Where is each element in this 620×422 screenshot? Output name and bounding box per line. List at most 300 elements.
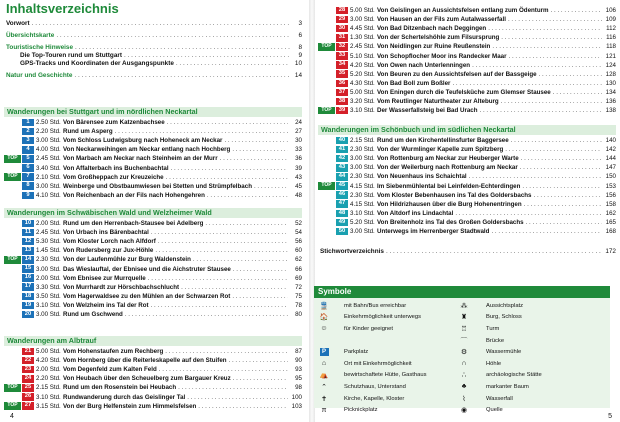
- route-title: Von Murrhardt zur Hörschbachschlucht: [63, 283, 180, 291]
- route-number-badge: 35: [336, 70, 348, 78]
- route-page: 30: [295, 137, 302, 145]
- route-title: Weinberge und Obstbaumwiesen bei Stetten und Strümpfelbach: [63, 182, 252, 190]
- route-page: 138: [605, 107, 616, 115]
- leader-dots: [229, 357, 288, 364]
- route-duration: 2.10 Std.: [36, 173, 61, 181]
- route-number-badge: 38: [336, 98, 348, 106]
- route-number-badge: 22: [22, 357, 34, 365]
- route-title: Rund um Gschwend: [63, 310, 123, 318]
- legend-symbol-label: Turm: [486, 325, 500, 332]
- route-duration: 3.00 Std.: [350, 16, 375, 24]
- legend-symbol-label: Wassermühle: [486, 349, 522, 356]
- toc-entry-page: 8: [298, 44, 302, 51]
- route-duration: 3.00 Std.: [350, 155, 375, 163]
- route-page: 121: [605, 52, 616, 60]
- route-number-badge: 3: [22, 137, 34, 145]
- route-duration: 5.20 Std.: [350, 218, 375, 226]
- route-entry[interactable]: [318, 209, 616, 218]
- route-page: 100: [291, 393, 302, 401]
- route-number-badge: 8: [22, 182, 34, 190]
- leader-dots: [492, 43, 602, 50]
- route-page: 87: [295, 348, 302, 356]
- routes-schoenbuch: [318, 136, 616, 236]
- route-entry[interactable]: [318, 136, 616, 145]
- leader-dots: [232, 293, 288, 300]
- route-title: Vom Hohenstaufen zum Rechberg: [63, 348, 164, 356]
- route-entry[interactable]: [318, 154, 616, 163]
- route-entry[interactable]: [4, 145, 302, 154]
- route-page: 54: [295, 229, 302, 237]
- leader-dots: [224, 137, 288, 144]
- route-page: 48: [295, 191, 302, 199]
- toc-list: [6, 20, 302, 80]
- route-entry[interactable]: [318, 181, 616, 190]
- route-entry[interactable]: [4, 136, 302, 145]
- toc-entry[interactable]: [6, 60, 302, 68]
- leader-dots: [501, 34, 602, 41]
- leader-dots: [254, 183, 288, 190]
- route-number-badge: 23: [22, 366, 34, 374]
- route-entry[interactable]: [318, 200, 616, 209]
- toc-entry-label: Natur und Geschichte: [6, 72, 73, 79]
- route-number-badge: 1: [22, 119, 34, 127]
- route-number-badge: 25: [22, 384, 34, 392]
- route-title: Rund um Asperg: [63, 128, 113, 136]
- route-duration: 4.10 Std.: [36, 191, 61, 199]
- route-list: [4, 219, 302, 319]
- leader-dots: [166, 174, 288, 181]
- route-page: 52: [295, 220, 302, 228]
- route-title: Von Altdorf ins Lindachtal: [377, 209, 454, 217]
- symbol-row: [314, 323, 610, 335]
- route-number-badge: 31: [336, 34, 348, 42]
- legend-symbol-label: Burg, Schloss: [486, 314, 522, 321]
- leader-dots: [509, 53, 602, 60]
- index-page: 172: [605, 248, 616, 255]
- route-entry[interactable]: [318, 172, 616, 181]
- route-title: Von Owen nach Unterlenningen: [377, 61, 471, 69]
- route-duration: 4.45 Std.: [350, 25, 375, 33]
- route-entry[interactable]: [4, 292, 302, 301]
- index-entry[interactable]: [320, 248, 616, 256]
- route-title: Vom Ebnisee zur Murrquelle: [63, 274, 146, 282]
- route-duration: 2.30 Std.: [350, 173, 375, 181]
- route-number-badge: 26: [22, 393, 34, 401]
- top-tour-badge: TOP: [4, 384, 21, 392]
- route-duration: 3.10 Std.: [350, 209, 375, 217]
- legend-symbol-icon: ⚙: [460, 349, 468, 357]
- toc-entry-label: Touristische Hinweise: [6, 44, 74, 51]
- index-label: Stichwortverzeichnis: [320, 248, 384, 255]
- route-page: 156: [605, 191, 616, 199]
- leader-dots: [551, 7, 602, 14]
- route-duration: 1.45 Std.: [36, 247, 61, 255]
- route-title: Von Geislingen an Aussichtsfelsen entlang zum Ödenturm: [377, 7, 549, 15]
- section-heading: Wanderungen bei Stuttgart und im nördlichen Neckartal: [4, 107, 302, 117]
- route-duration: 2.00 Std.: [36, 366, 61, 374]
- route-duration: 2.30 Std.: [36, 256, 61, 264]
- top-tour-badge: TOP: [4, 402, 21, 410]
- route-page: 106: [605, 7, 616, 15]
- legend-symbol-icon: ☺: [320, 325, 328, 333]
- toc-entry[interactable]: [6, 72, 302, 80]
- route-title: Vom Schloss Ludwigsburg nach Hoheneck am Neckar: [63, 137, 223, 145]
- route-page: 24: [295, 119, 302, 127]
- route-entry[interactable]: [4, 154, 302, 163]
- route-duration: 1.30 Std.: [350, 34, 375, 42]
- route-title: Von Bad Boll zum Boßler: [377, 79, 451, 87]
- route-title: Von Neidlingen zur Ruine Reußenstein: [377, 43, 491, 51]
- route-duration: 2.20 Std.: [36, 375, 61, 383]
- section-heading: Wanderungen im Schwäbischen Wald und Welzheimer Wald: [4, 208, 302, 218]
- route-entry[interactable]: [318, 24, 616, 33]
- route-page: 136: [605, 97, 616, 105]
- leader-dots: [480, 107, 602, 114]
- route-title: Von Welzheim ins Tal der Rot: [63, 301, 149, 309]
- toc-entry-label: Die Top-Touren rund um Stuttgart: [20, 52, 122, 59]
- leader-dots: [505, 146, 602, 153]
- right-page: [314, 0, 620, 422]
- leader-dots: [526, 219, 602, 226]
- route-title: Das Wieslauftal, der Ebnisee und die Aichstruter Stausee: [63, 265, 231, 273]
- route-title: Vom Kloster Lorch nach Alfdorf: [63, 238, 156, 246]
- route-number-badge: 5: [22, 155, 34, 163]
- route-number-badge: 42: [336, 155, 348, 163]
- route-page: 116: [606, 34, 616, 42]
- route-page: 153: [605, 182, 616, 190]
- route-title: Von Beuren zu den Aussichtsfelsen auf der Bassgeige: [377, 70, 537, 78]
- route-duration: 4.30 Std.: [350, 79, 375, 87]
- route-entry[interactable]: [318, 6, 616, 15]
- leader-dots: [522, 183, 602, 190]
- leader-dots: [455, 210, 602, 217]
- route-entry[interactable]: [4, 402, 302, 411]
- route-entry[interactable]: [4, 383, 302, 392]
- leader-dots: [165, 348, 288, 355]
- route-duration: 2.50 Std.: [36, 119, 61, 127]
- leader-dots: [205, 220, 288, 227]
- leader-dots: [511, 137, 602, 144]
- route-number-badge: 9: [22, 192, 34, 200]
- route-title: Von Schopflocher Moor ins Randecker Maar: [377, 52, 507, 60]
- route-page: 33: [295, 146, 302, 154]
- route-title: Von der Wurmlinger Kapelle zum Spitzberg: [377, 146, 504, 154]
- route-title: Von Heubach über den Scheuelberg zum Bargauer Kreuz: [63, 375, 231, 383]
- route-entry[interactable]: [4, 191, 302, 200]
- route-number-badge: 12: [22, 238, 34, 246]
- page-number-left: 4: [10, 413, 14, 420]
- route-title: Von Breitenholz ins Tal des Großen Goldersbachs: [377, 218, 524, 226]
- route-entry[interactable]: [4, 301, 302, 310]
- route-duration: 2.30 Std.: [350, 191, 375, 199]
- route-duration: 2.00 Std.: [36, 274, 61, 282]
- legend-symbol-icon: ♜: [460, 314, 468, 322]
- toc-entry[interactable]: [6, 44, 302, 52]
- top-tour-badge: TOP: [4, 155, 21, 163]
- route-duration: 4.00 Std.: [36, 146, 61, 154]
- toc-entry[interactable]: [6, 52, 302, 60]
- route-duration: 2.45 Std.: [36, 155, 61, 163]
- route-title: Im Siebenmühlental bei Leinfelden-Echterdingen: [377, 182, 521, 190]
- route-duration: 4.20 Std.: [350, 61, 375, 69]
- legend-symbol-label: Wasserfall: [486, 395, 513, 402]
- route-entry[interactable]: [4, 163, 302, 172]
- route-number-badge: 30: [336, 25, 348, 33]
- leader-dots: [178, 384, 288, 391]
- legend-symbol-icon: ∴: [461, 372, 467, 380]
- leader-dots: [74, 72, 290, 80]
- route-number-badge: 2: [22, 128, 34, 136]
- route-page: 36: [295, 155, 302, 163]
- symbol-row: [314, 404, 610, 416]
- route-page: 80: [295, 310, 302, 318]
- route-duration: 2.15 Std.: [350, 137, 375, 145]
- route-entry[interactable]: [318, 106, 616, 115]
- route-duration: 3.15 Std.: [36, 402, 61, 410]
- route-duration: 3.40 Std.: [36, 164, 61, 172]
- route-page: 162: [605, 209, 616, 217]
- route-duration: 5.10 Std.: [350, 52, 375, 60]
- route-duration: 4.15 Std.: [350, 182, 375, 190]
- route-title: Unterwegs im Herrenberger Stadtwald: [377, 227, 490, 235]
- toc-entry-page: 6: [298, 32, 302, 39]
- route-page: 150: [605, 173, 616, 181]
- route-title: Von der Laufenmühle zur Burg Waldenstein: [63, 256, 191, 264]
- legend-symbol-label: Höhle: [486, 360, 502, 367]
- toc-entry-label: GPS-Tracks und Koordinaten der Ausgangspunkte: [20, 60, 174, 67]
- route-page: 43: [295, 173, 302, 181]
- route-duration: 3.10 Std.: [36, 393, 61, 401]
- toc-entry[interactable]: [6, 20, 302, 28]
- leader-dots: [501, 98, 602, 105]
- route-duration: 5.20 Std.: [350, 70, 375, 78]
- legend-symbol-label: Einkehrmöglichkeit unterwegs: [344, 314, 422, 321]
- route-entry[interactable]: [318, 88, 616, 97]
- route-entry[interactable]: [318, 227, 616, 236]
- route-number-badge: 45: [336, 182, 348, 190]
- route-entry[interactable]: [4, 365, 302, 374]
- leader-dots: [553, 89, 602, 96]
- route-entry[interactable]: [4, 127, 302, 136]
- route-entry[interactable]: [4, 255, 302, 264]
- legend-symbol-label: Aussichtsplatz: [486, 302, 524, 309]
- route-number-badge: 39: [336, 107, 348, 115]
- leader-dots: [176, 60, 290, 68]
- route-page: 66: [295, 265, 302, 273]
- toc-entry-page: 3: [298, 20, 302, 27]
- top-tour-badge: TOP: [4, 173, 21, 181]
- legend-symbol-icon: ◉: [460, 407, 468, 415]
- route-entry[interactable]: [4, 246, 302, 255]
- leader-dots: [198, 403, 288, 410]
- legend-symbol-label: Kirche, Kapelle, Kloster: [344, 395, 405, 402]
- leader-dots: [491, 228, 602, 235]
- legend-symbol-label: Picknickplatz: [344, 407, 378, 414]
- route-entry[interactable]: [318, 15, 616, 24]
- leader-dots: [159, 366, 288, 373]
- leader-dots: [171, 165, 288, 172]
- route-number-badge: 15: [22, 265, 34, 273]
- route-number-badge: 49: [336, 219, 348, 227]
- leader-dots: [148, 275, 288, 282]
- route-entry[interactable]: [318, 42, 616, 51]
- toc-entry-page: 10: [294, 60, 302, 67]
- legend-symbol-label: markanter Baum: [486, 383, 529, 390]
- route-entry[interactable]: [4, 118, 302, 127]
- route-entry[interactable]: [4, 264, 302, 273]
- leader-dots: [452, 80, 602, 87]
- leader-dots: [32, 20, 290, 28]
- route-page: 75: [295, 292, 302, 300]
- leader-dots: [233, 375, 288, 382]
- route-duration: 4.20 Std.: [36, 357, 61, 365]
- route-duration: 3.00 Std.: [36, 310, 61, 318]
- route-entry[interactable]: [4, 237, 302, 246]
- leader-dots: [56, 32, 290, 40]
- route-number-badge: 43: [336, 164, 348, 172]
- legend-symbol-icon: ⌂: [321, 360, 327, 368]
- parking-icon: P: [320, 348, 329, 356]
- route-page: 93: [295, 366, 302, 374]
- route-title: Vom Großheppach zur Kreuzeiche: [63, 173, 164, 181]
- route-duration: 2.15 Std.: [36, 384, 61, 392]
- leader-dots: [472, 62, 602, 69]
- symbols-heading: Symbole: [314, 286, 610, 298]
- route-entry[interactable]: [318, 51, 616, 60]
- route-number-badge: 34: [336, 61, 348, 69]
- route-title: Von Affalterbach ins Buchenbachtal: [63, 164, 169, 172]
- top-tour-badge: TOP: [318, 43, 335, 51]
- route-number-badge: 17: [22, 283, 34, 291]
- route-title: Rund um den Herrenbach-Stausee bei Adelberg: [63, 220, 204, 228]
- route-entry[interactable]: [4, 182, 302, 191]
- leader-dots: [167, 119, 288, 126]
- route-duration: 3.00 Std.: [350, 164, 375, 172]
- route-entry[interactable]: [4, 219, 302, 228]
- route-title: Von Neuenhaus ins Schaichtal: [377, 173, 467, 181]
- route-number-badge: 46: [336, 191, 348, 199]
- route-page: 72: [295, 283, 302, 291]
- route-page: 147: [605, 164, 616, 172]
- route-entry[interactable]: [4, 347, 302, 356]
- route-number-badge: 24: [22, 375, 34, 383]
- route-entry[interactable]: [318, 33, 616, 42]
- route-duration: 2.45 Std.: [36, 229, 61, 237]
- leader-dots: [151, 229, 288, 236]
- route-entry[interactable]: [4, 392, 302, 401]
- route-page: 62: [295, 256, 302, 264]
- route-number-badge: 44: [336, 173, 348, 181]
- route-entry[interactable]: [318, 70, 616, 79]
- route-entry[interactable]: [4, 283, 302, 292]
- route-number-badge: 50: [336, 228, 348, 236]
- legend-symbol-icon: ⁂: [460, 302, 468, 310]
- leader-dots: [521, 155, 602, 162]
- section-heading-schoenbuch: Wanderungen im Schönbuch und im südlichen Neckartal: [318, 125, 616, 135]
- symbol-row: [314, 346, 610, 358]
- route-entry[interactable]: [318, 218, 616, 227]
- route-number-badge: 20: [22, 311, 34, 319]
- route-entry[interactable]: [4, 310, 302, 319]
- symbol-row: [314, 370, 610, 382]
- route-number-badge: 41: [336, 146, 348, 154]
- route-title: Von der Weilerburg nach Rottenburg am Neckar: [377, 164, 518, 172]
- leader-dots: [520, 164, 602, 171]
- route-duration: 3.10 Std.: [36, 301, 61, 309]
- symbol-row: [314, 335, 610, 347]
- route-title: Von Hildrizhausen über die Burg Hohenentringen: [377, 200, 522, 208]
- legend-symbol-icon: ⌒: [460, 337, 468, 345]
- leader-dots: [220, 155, 288, 162]
- route-duration: 2.20 Std.: [36, 128, 61, 136]
- route-entry[interactable]: [318, 79, 616, 88]
- route-duration: 2.30 Std.: [350, 146, 375, 154]
- leader-dots: [232, 146, 288, 153]
- route-entry[interactable]: [318, 97, 616, 106]
- route-duration: 2.45 Std.: [350, 43, 375, 51]
- toc-entry[interactable]: [6, 32, 302, 40]
- route-page: 109: [605, 16, 616, 24]
- route-entry[interactable]: [4, 356, 302, 365]
- route-entry[interactable]: [4, 374, 302, 383]
- route-title: Rund um den Kirchentellinsfurter Baggersee: [377, 137, 509, 145]
- route-number-badge: 27: [22, 402, 34, 410]
- route-title: Der Wasserfallsteig bei Bad Urach: [377, 107, 478, 115]
- route-title: Von Bad Ditzenbach nach Deggingen: [377, 25, 487, 33]
- legend-symbol-label: Ort mit Einkehrmöglichkeit: [344, 360, 412, 367]
- leader-dots: [115, 128, 288, 135]
- legend-symbol-icon: ⛺: [319, 372, 329, 380]
- route-page: 103: [291, 402, 302, 410]
- legend-symbol-icon: ⌇: [462, 395, 466, 403]
- route-duration: 5.30 Std.: [36, 238, 61, 246]
- section-heading: Wanderungen am Albtrauf: [4, 336, 302, 346]
- route-page: 158: [605, 200, 616, 208]
- route-page: 168: [605, 227, 616, 235]
- route-title: Von Rudersberg zur Jux-Höhle: [63, 247, 154, 255]
- route-entry[interactable]: [318, 61, 616, 70]
- route-duration: 4.15 Std.: [350, 200, 375, 208]
- route-title: Rund um den Rosenstein bei Heubach: [63, 384, 177, 392]
- route-page: 69: [295, 274, 302, 282]
- route-number-badge: 10: [22, 220, 34, 228]
- route-page: 39: [295, 164, 302, 172]
- leader-dots: [488, 25, 602, 32]
- legend-symbol-icon: 🚆: [319, 302, 329, 310]
- legend-symbol-label: Schutzhaus, Unterstand: [344, 383, 406, 390]
- route-entry[interactable]: [318, 191, 616, 200]
- route-duration: 3.00 Std.: [36, 265, 61, 273]
- toc-entry-page: 9: [298, 52, 302, 59]
- route-entry[interactable]: [318, 163, 616, 172]
- route-entry[interactable]: [4, 274, 302, 283]
- route-duration: 3.00 Std.: [36, 182, 61, 190]
- route-list: [4, 118, 302, 200]
- route-number-badge: 18: [22, 293, 34, 301]
- route-title: Rundwanderung durch das Geislinger Tal: [63, 393, 186, 401]
- route-number-badge: 29: [336, 16, 348, 24]
- route-title: Von Marbach am Neckar nach Steinheim an der Murr: [63, 155, 218, 163]
- route-number-badge: 21: [22, 348, 34, 356]
- route-entry[interactable]: [4, 228, 302, 237]
- route-page: 140: [605, 137, 616, 145]
- route-page: 124: [605, 61, 616, 69]
- route-entry[interactable]: [4, 173, 302, 182]
- toc-entry-page: 14: [294, 72, 302, 79]
- route-entry[interactable]: [318, 145, 616, 154]
- leader-dots: [207, 192, 288, 199]
- leader-dots: [524, 201, 602, 208]
